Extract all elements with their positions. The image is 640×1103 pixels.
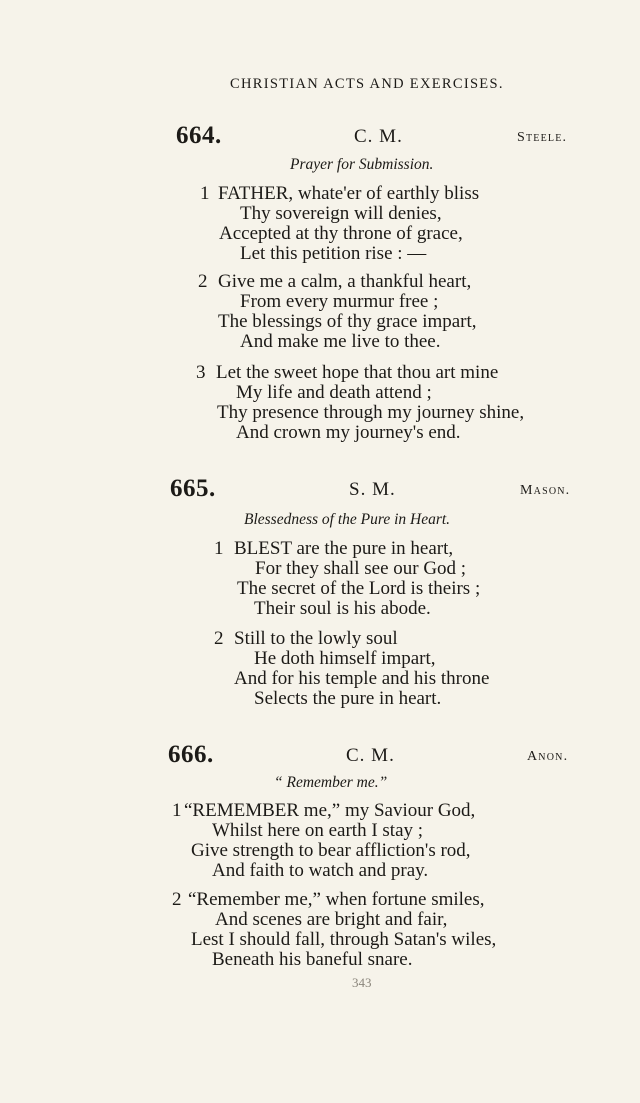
hymn-666: 666. C. M. Anon. “ Remember me.” 1 “REMEMBER me,” my Saviour God, Whilst here on earth I stay ; Give strength to bear affliction's rod, And faith to watch and pray. 2 “Remember me,” when fortune smiles, And scenes are bright and fair, Lest I should fall, through Satan's wiles, Beneath his baneful snare. bbox=[0, 741, 640, 771]
hymn-number: 664. bbox=[176, 122, 222, 149]
stanza-number: 2 bbox=[172, 889, 182, 910]
hymn-meter: C. M. bbox=[354, 126, 403, 147]
stanza-number: 2 bbox=[214, 628, 224, 649]
running-head: CHRISTIAN ACTS AND EXERCISES. bbox=[230, 76, 504, 92]
stanza-number: 1 bbox=[172, 800, 182, 821]
hymn-meter: C. M. bbox=[346, 745, 395, 766]
hymn-number: 666. bbox=[168, 741, 214, 768]
stanza-number: 1 bbox=[214, 538, 224, 559]
hymn-subtitle: Prayer for Submission. bbox=[290, 156, 434, 173]
stanza-number: 3 bbox=[196, 362, 206, 383]
hymn-author: Steele. bbox=[517, 130, 568, 145]
hymn-header bbox=[0, 122, 640, 152]
hymn-header bbox=[0, 741, 640, 771]
hymn-header bbox=[0, 475, 640, 505]
hymn-665: 665. S. M. Mason. Blessedness of the Pure in Heart. 1 BLEST are the pure in heart, For they shall see our God ; The secret of the Lord is theirs ; Their soul is his abode. 2 Still to the lowly soul He doth himself impart, And for his temple and his throne Selects the pure in heart. bbox=[0, 475, 640, 505]
hymn-664: 664. C. M. Steele. Prayer for Submission. 1 FATHER, whate'er of earthly bliss Thy sovereign will denies, Accepted at thy throne of grace, Let this petition rise : — 2 Give me a calm, a thankful heart, From every murmur free ; The blessings of thy grace impart, And make me live to thee. 3 Let the sweet hope that thou art mine My life and death attend ; Thy presence through my journey shine, And crown my journey's end. bbox=[0, 122, 640, 152]
hymn-number: 665. bbox=[170, 475, 216, 502]
stanza-number: 2 bbox=[198, 271, 208, 292]
hymn-subtitle: “ Remember me.” bbox=[274, 774, 388, 791]
page-number: 343 bbox=[352, 975, 372, 990]
hymn-author: Mason. bbox=[520, 483, 571, 498]
stanza-number: 1 bbox=[200, 183, 210, 204]
hymn-author: Anon. bbox=[527, 749, 569, 764]
hymn-meter: S. M. bbox=[349, 479, 396, 500]
hymn-subtitle: Blessedness of the Pure in Heart. bbox=[244, 511, 451, 528]
